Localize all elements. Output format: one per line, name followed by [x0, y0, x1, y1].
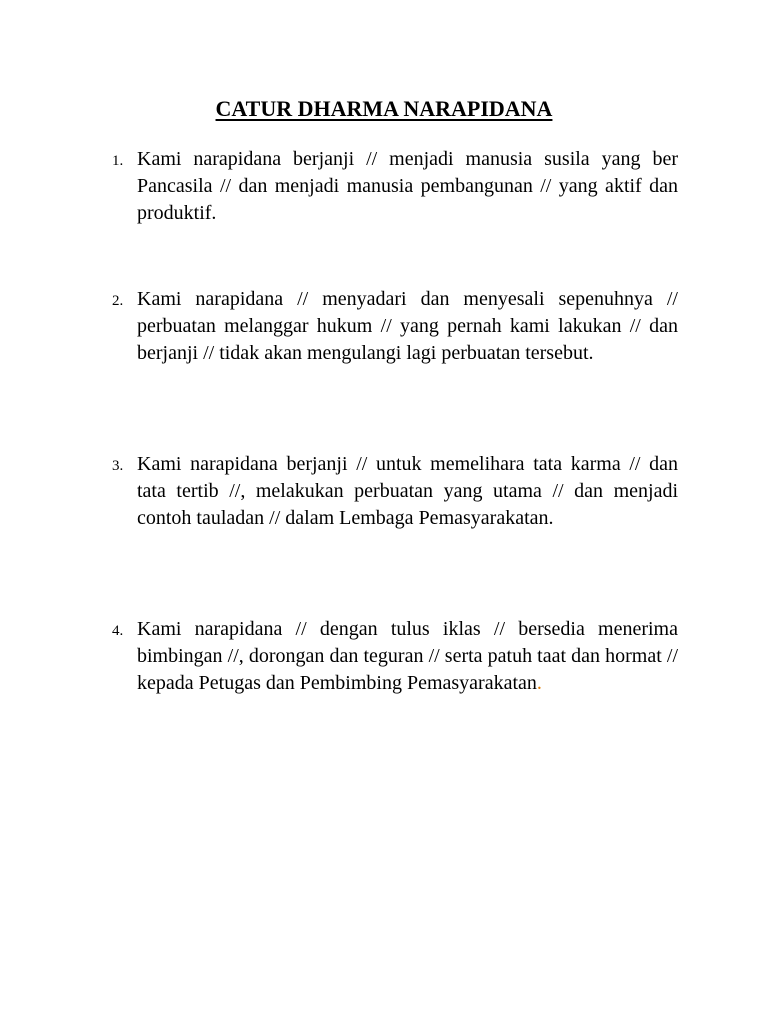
item-text: Kami narapidana berjanji // menjadi manusia susila yang ber Pancasila // dan menjadi manusia pembangunan // yang aktif dan produktif.: [137, 148, 678, 224]
trailing-period: .: [536, 671, 542, 694]
document-title: CATUR DHARMA NARAPIDANA: [215, 96, 553, 121]
item-number: 3.: [112, 458, 124, 474]
item-number: 1.: [112, 153, 124, 169]
item-number: 4.: [112, 623, 124, 639]
item-text: Kami narapidana // menyadari dan menyesali sepenuhnya // perbuatan melanggar hukum // yang pernah kami lakukan // dan berjanji // tidak akan mengulangi lagi perbuatan tersebut.: [137, 288, 678, 364]
item-text: [137, 616, 678, 696]
item-number: 2.: [112, 293, 124, 309]
item-text: Kami narapidana berjanji // untuk memelihara tata karma // dan tata tertib //, melakukan perbuatan yang utama // dan menjadi contoh tauladan // dalam Lembaga Pemasyarakatan.: [137, 453, 678, 529]
item-text-body: Kami narapidana // dengan tulus iklas // bersedia menerima bimbingan //, dorongan dan teguran // serta patuh taat dan hormat // kepada Petugas dan Pembimbing Pemasyarakatan: [137, 618, 678, 694]
